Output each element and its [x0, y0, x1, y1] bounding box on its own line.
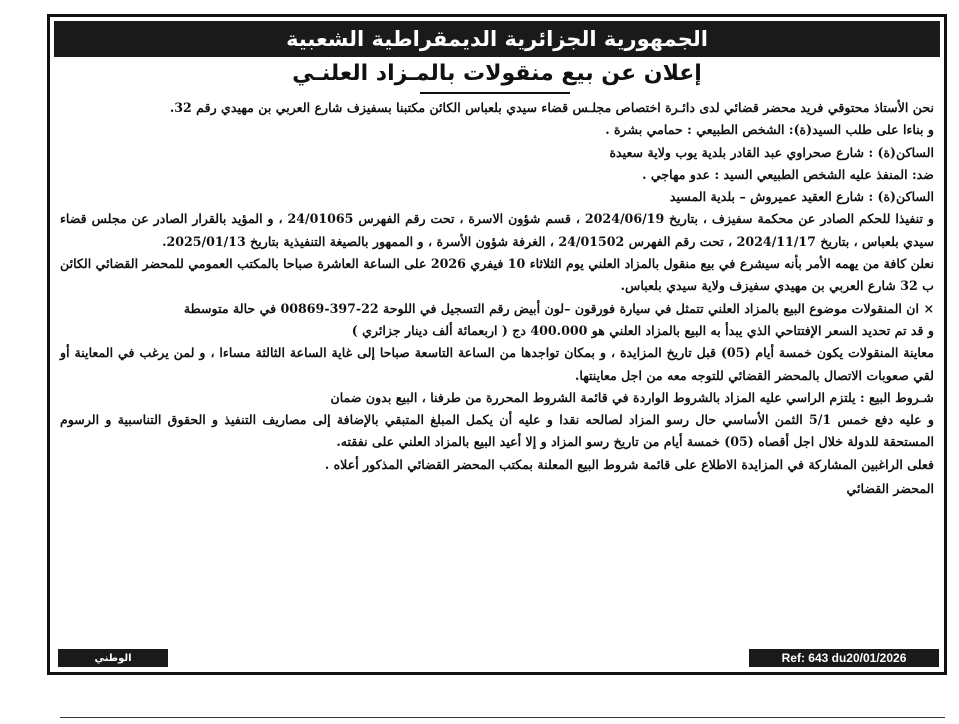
paragraph-bailiff: نحن الأستاذ محتوقي فريد محضر قضائي لدى دائـرة اختصاص مجلـس قضاء سيدي بلعباس الكائن مكتبنا بسفيزف شارع العربي بن مهيدي رقم 32. [169, 100, 934, 115]
auction-notice [47, 14, 947, 675]
paragraph-payment: و عليه دفع خمس 5/1 الثمن الأساسي حال رسو المزاد لصالحه نقدا و عليه أن يكمل المبلغ المتبقي بالإضافة إلى مصاريف التنفيذ و الحقوق التناسبية و الرسوم المستحقة للدولة خلال اجل أقصاه (05) خمسة أيام من تاريخ رسو المزاد و إلا أعيد البيع بالمزاد العلني على نفقته. [60, 412, 934, 450]
paragraph-participation: فعلى الراغبين المشاركة في المزايدة الاطلاع على قائمة شروط البيع المعلنة بمكتب المحضر القضائي المذكور أعلاه . [324, 456, 934, 472]
paragraph-announcement: نعلن كافة من يهمه الأمر بأنه سيشرع في بيع منقول بالمزاد العلني يوم الثلاثاء 10 فيفري 2026 على الساعة العاشرة صباحا بالمكتب العمومي للمحضر القضائي الكائن ب 32 شارع العربي بن مهيدي سفيزف ولاية سيدي بلعباس. [60, 256, 934, 294]
page-divider [60, 717, 945, 718]
notice-title: إعلان عن بيع منقولات بالمـزاد العلنـي [292, 61, 702, 86]
title-underline [420, 92, 570, 94]
paragraph-sale-conditions: شـروط البيع : يلتزم الراسي عليه المزاد بالشروط الواردة في قائمة الشروط المحررة من طرفنا ، البيع بدون ضمان [330, 389, 934, 405]
paragraph-inspection: معاينة المنقولات يكون خمسة أيام (05) قبل تاريخ المزايدة ، و بمكان تواجدها من الساعة التاسعة صباحا إلى غاية الساعة الثالثة مساءا ، و لمن يرغب في المعاينة أو لقي صعوبات الاتصال بالمحضر القضائي للتوجه معه من اجل معاينتها. [60, 345, 934, 383]
paragraph-judgment: و تنفيذا للحكم الصادر عن محكمة سفيزف ، بتاريخ 2024/06/19 ، قسم شؤون الاسرة ، تحت رقم الفهرس 24/01065 ، و المؤيد بالقرار الصادر عن مجلس قضاء سيدي بلعباس ، بتاريخ 2024/11/17 ، تحت رقم الفهرس 24/01502 ، الغرفة شؤون الأسرة ، و الممهور بالصيغة التنفيذية بتاريخ 2025/01/13. [60, 211, 934, 249]
paragraph-requester-address: الساكن(ة) : شارع صحراوي عبد القادر بلدية يوب ولاية سعيدة [609, 144, 934, 160]
notice-body [60, 97, 934, 500]
reference-badge: Ref: 643 du20/01/2026 [749, 649, 939, 667]
newspaper-badge: الوطني [58, 649, 168, 667]
signature: المحضر القضائي [846, 481, 934, 497]
paragraph-debtor: ضد: المنفذ عليه الشخص الطبيعي السيد : عدو مهاجي . [642, 166, 934, 182]
republic-title: الجمهورية الجزائرية الديمقراطية الشعبية [286, 27, 708, 51]
paragraph-vehicle: × ان المنقولات موضوع البيع بالمزاد العلني تتمثل في سيارة فورقون –لون أبيض رقم التسجيل في اللوحة 22-397-00869 في حالة متوسطة [183, 300, 934, 316]
paragraph-debtor-address: الساكن(ة) : شارع العقيد عميروش – بلدية المسيد [669, 189, 934, 205]
paragraph-requester: و بناءا على طلب السيد(ة): الشخص الطبيعي : حمامي بشرة . [605, 122, 934, 138]
paragraph-opening-price: و قد تم تحديد السعر الإفتتاحي الذي يبدأ به البيع بالمزاد العلني هو 400.000 دج ( اربعمائة ألف دينار جزائري ) [351, 322, 934, 338]
republic-header [54, 21, 940, 57]
